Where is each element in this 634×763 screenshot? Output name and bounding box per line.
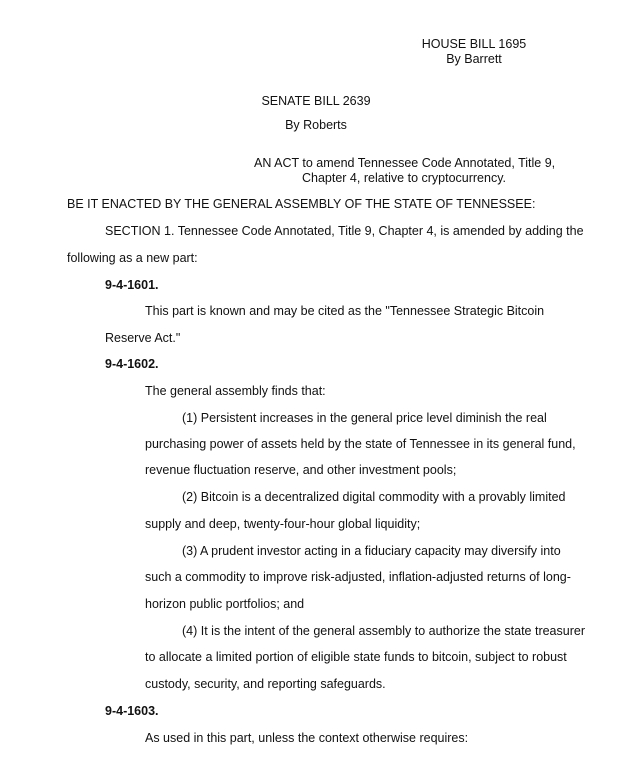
finding-3-line-2: such a commodity to improve risk-adjusted, inflation-adjusted returns of long-: [145, 570, 571, 584]
finding-4-line-3: custody, security, and reporting safeguards.: [145, 677, 386, 691]
section-1602-intro: The general assembly finds that:: [145, 384, 326, 398]
section-1603-intro: As used in this part, unless the context otherwise requires:: [145, 731, 469, 745]
house-bill-sponsor: By Barrett: [446, 52, 502, 66]
section-1-line-1: SECTION 1. Tennessee Code Annotated, Title 9, Chapter 4, is amended by adding the: [105, 224, 584, 238]
finding-4-line-1: (4) It is the intent of the general assembly to authorize the state treasurer: [182, 624, 585, 638]
house-bill-header: [404, 37, 544, 67]
bill-caption: [254, 156, 554, 186]
finding-1-line-2: purchasing power of assets held by the state of Tennessee in its general fund,: [145, 437, 576, 451]
section-1-line-2: following as a new part:: [67, 251, 198, 265]
section-1601-body-line-1: This part is known and may be cited as the "Tennessee Strategic Bitcoin: [145, 304, 545, 318]
section-heading-1601: 9-4-1601.: [105, 278, 159, 292]
finding-1-line-3: revenue fluctuation reserve, and other investment pools;: [145, 463, 457, 477]
senate-bill-number: SENATE BILL 2639: [261, 94, 371, 108]
finding-1-line-1: (1) Persistent increases in the general price level diminish the real: [182, 411, 547, 425]
section-1601-body-line-2: Reserve Act.": [105, 331, 181, 345]
finding-2-line-2: supply and deep, twenty-four-hour global liquidity;: [145, 517, 421, 531]
finding-2-line-1: (2) Bitcoin is a decentralized digital commodity with a provably limited: [182, 490, 566, 504]
section-heading-1602: 9-4-1602.: [105, 357, 159, 371]
caption-line-2: Chapter 4, relative to cryptocurrency.: [301, 171, 507, 185]
caption-line-1: AN ACT to amend Tennessee Code Annotated, Title 9,: [254, 156, 556, 170]
finding-3-line-3: horizon public portfolios; and: [145, 597, 305, 611]
senate-bill-sponsor: By Roberts: [285, 118, 347, 132]
finding-3-line-1: (3) A prudent investor acting in a fiduciary capacity may diversify into: [182, 544, 561, 558]
house-bill-number: HOUSE BILL 1695: [421, 37, 527, 51]
finding-4-line-2: to allocate a limited portion of eligible state funds to bitcoin, subject to robust: [145, 650, 567, 664]
enacting-clause: BE IT ENACTED BY THE GENERAL ASSEMBLY OF THE STATE OF TENNESSEE:: [67, 197, 536, 211]
section-heading-1603: 9-4-1603.: [105, 704, 159, 718]
